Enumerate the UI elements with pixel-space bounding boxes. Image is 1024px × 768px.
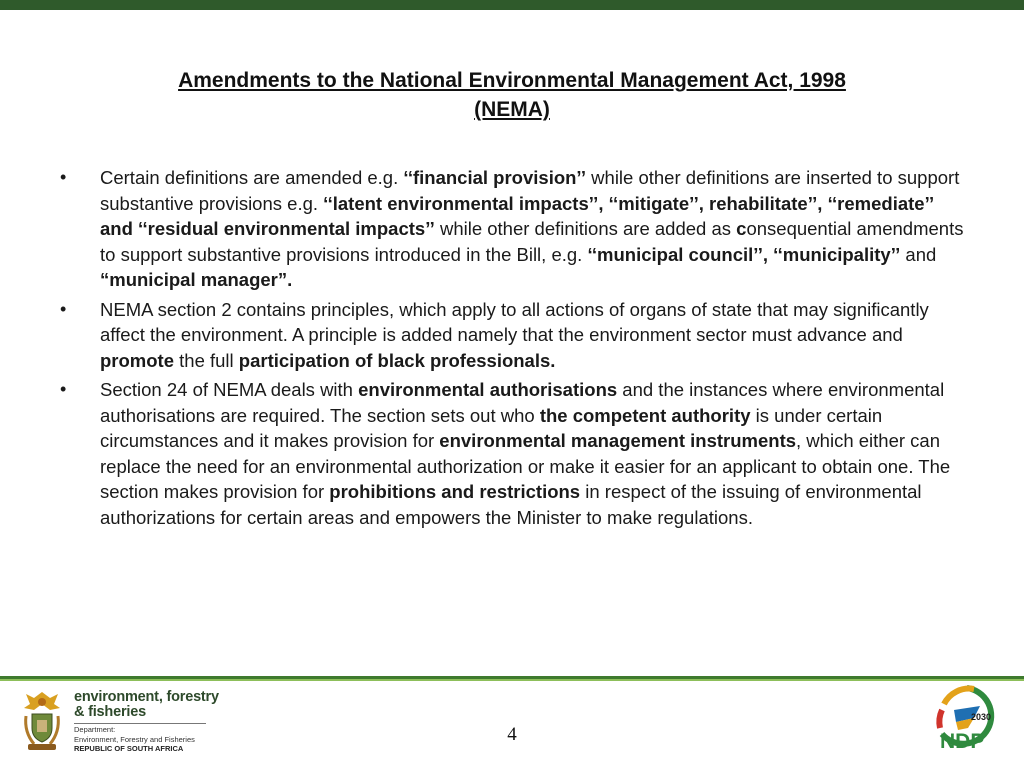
bullet-text-bold: ‘‘latent environmental impacts’’, ‘‘mitigate’’, rehabilitate’’, ‘‘remediate’’ and ‘‘residual environmental impacts’’ xyxy=(100,192,934,239)
bullet-text-bold: promote xyxy=(100,349,174,371)
bullet-item xyxy=(60,377,970,530)
bullet-text-run: Section 24 of NEMA deals with xyxy=(100,379,359,400)
bullet-text-bold: the competent authority xyxy=(539,404,751,426)
bullet-text-run: is under certain circumstances and it makes provision for xyxy=(100,404,883,451)
ndp-2030-logo-icon xyxy=(934,684,1000,756)
bullet-text-run: while other definitions are inserted to support substantive provisions e.g. xyxy=(100,167,960,214)
department-logo xyxy=(20,688,220,758)
ndp-text: NDP xyxy=(940,730,985,753)
coat-of-arms-icon xyxy=(20,688,64,754)
department-rule xyxy=(74,723,206,724)
bullet-text-run: and xyxy=(900,243,937,265)
department-sub-line-2: Environment, Forestry and Fisheries xyxy=(74,735,195,744)
bullet-text-bold: c xyxy=(736,218,747,239)
department-sub-line-1: Department: xyxy=(74,725,116,734)
bullet-text-run: and the instances where environmental authorisations are required. The section sets out who xyxy=(100,379,945,426)
bullet-text-run: NEMA section 2 contains principles, which apply to all actions of organs of state that may significantly affect the environment. A principle is added namely that the environment sector must advance and xyxy=(100,298,929,345)
bullet-text-bold: participation of black professionals. xyxy=(238,349,556,371)
bullet-text-bold: prohibitions and restrictions xyxy=(329,481,581,502)
bullet-text-run: the full xyxy=(174,349,239,371)
bullet-marker: • xyxy=(60,379,67,399)
bullet-list xyxy=(60,165,970,534)
slide-title-line-1: Amendments to the National Environmental Management Act, 1998 xyxy=(178,69,846,92)
department-name-line-1: environment, forestry xyxy=(74,689,219,705)
bullet-text-run: , which either can replace the need for an environmental authorization or make it easier for an applicant to obtain one. The section makes provision for xyxy=(100,430,951,502)
slide-title-line-2: (NEMA) xyxy=(474,98,550,121)
bullet-text-bold: “municipal manager”. xyxy=(100,269,293,290)
bullet-text-run: onsequential amendments to support substantive provisions introduced in the Bill, e.g. xyxy=(100,218,964,265)
bullet-text-bold: ‘‘financial provision’’ xyxy=(403,167,587,188)
bullet-marker: • xyxy=(60,167,67,187)
bullet-text-run: Certain definitions are amended e.g. xyxy=(100,167,404,188)
department-country: REPUBLIC OF SOUTH AFRICA xyxy=(74,744,184,753)
bullet-item xyxy=(60,165,970,293)
slide-title xyxy=(60,66,964,124)
bullet-text xyxy=(100,167,963,290)
page-number: 4 xyxy=(507,724,517,745)
department-text xyxy=(74,690,224,753)
bullet-item xyxy=(60,297,970,374)
bullet-text xyxy=(100,379,950,528)
bullet-text-run: while other definitions are added as xyxy=(434,218,737,239)
ndp-year: 2030 xyxy=(971,712,992,722)
bullet-text-bold: environmental management instruments xyxy=(439,430,797,451)
bullet-marker: • xyxy=(60,298,67,319)
department-name-line-2: & fisheries xyxy=(74,704,146,720)
bullet-text-bold: ‘‘municipal council’’, ‘‘municipality’’ xyxy=(587,243,901,265)
bullet-text-run: in respect of the issuing of environmental authorizations for certain areas and empowers the Minister to make regulations. xyxy=(100,481,922,528)
footer-divider-accent xyxy=(0,679,1024,681)
bullet-text xyxy=(100,299,929,371)
bullet-text-bold: environmental authorisations xyxy=(358,379,618,400)
top-accent-bar xyxy=(0,0,1024,10)
